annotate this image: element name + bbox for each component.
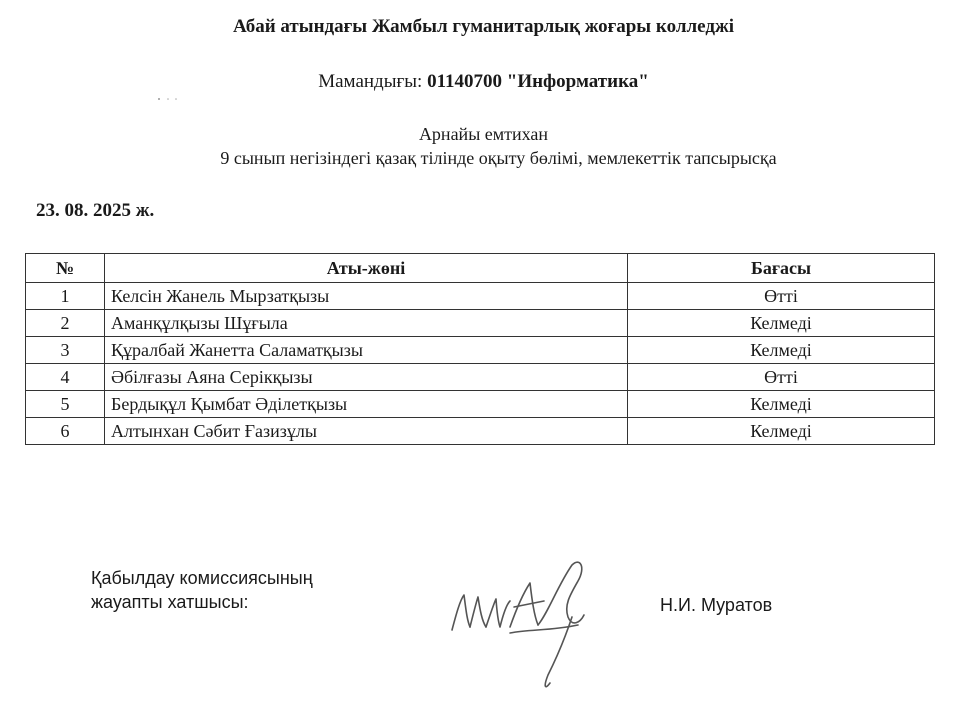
scan-smudge-mark <box>156 96 180 102</box>
secretary-line-2: жауапты хатшысы: <box>91 592 249 612</box>
column-header-grade: Бағасы <box>628 254 935 283</box>
row-name: Құралбай Жанетта Саламатқызы <box>105 337 628 364</box>
specialty-value: 01140700 "Информатика" <box>427 71 649 92</box>
row-number: 3 <box>26 337 105 364</box>
column-header-number: № <box>26 254 105 283</box>
row-grade: Келмеді <box>628 337 935 364</box>
row-name: Бердықұл Қымбат Әділетқызы <box>105 391 628 418</box>
secretary-line-1: Қабылдау комиссиясының <box>91 568 313 588</box>
exam-subtitle: 9 сынып негізіндегі қазақ тілінде оқыту бөлімі, мемлекеттік тапсырысқа <box>220 148 777 168</box>
row-number: 1 <box>26 283 105 310</box>
row-name: Әбілғазы Аяна Серікқызы <box>105 364 628 391</box>
table-row <box>26 337 935 364</box>
column-header-name: Аты-жөні <box>105 254 628 283</box>
table-row <box>26 391 935 418</box>
row-grade: Келмеді <box>628 391 935 418</box>
college-title: Абай атындағы Жамбыл гуманитарлық жоғары колледжі <box>232 16 735 37</box>
table-header-row <box>26 254 935 283</box>
results-table <box>25 253 935 445</box>
signer-name: Н.И. Муратов <box>660 595 773 615</box>
row-number: 5 <box>26 391 105 418</box>
table-row <box>26 364 935 391</box>
row-grade: Өтті <box>628 283 935 310</box>
table-row <box>26 283 935 310</box>
exam-title: Арнайы емтихан <box>418 124 549 144</box>
row-grade: Өтті <box>628 364 935 391</box>
row-number: 6 <box>26 418 105 445</box>
specialty-line <box>0 71 967 93</box>
table-row <box>26 310 935 337</box>
row-name: Аманқұлқызы Шұғыла <box>105 310 628 337</box>
row-number: 2 <box>26 310 105 337</box>
exam-date: 23. 08. 2025 ж. <box>36 200 155 221</box>
row-name: Келсін Жанель Мырзатқызы <box>105 283 628 310</box>
specialty-label: Мамандығы: <box>318 71 423 92</box>
secretary-title <box>91 566 313 614</box>
signature-icon <box>440 555 620 695</box>
row-name: Алтынхан Сәбит Ғазизұлы <box>105 418 628 445</box>
row-grade: Келмеді <box>628 310 935 337</box>
table-row <box>26 418 935 445</box>
row-number: 4 <box>26 364 105 391</box>
row-grade: Келмеді <box>628 418 935 445</box>
